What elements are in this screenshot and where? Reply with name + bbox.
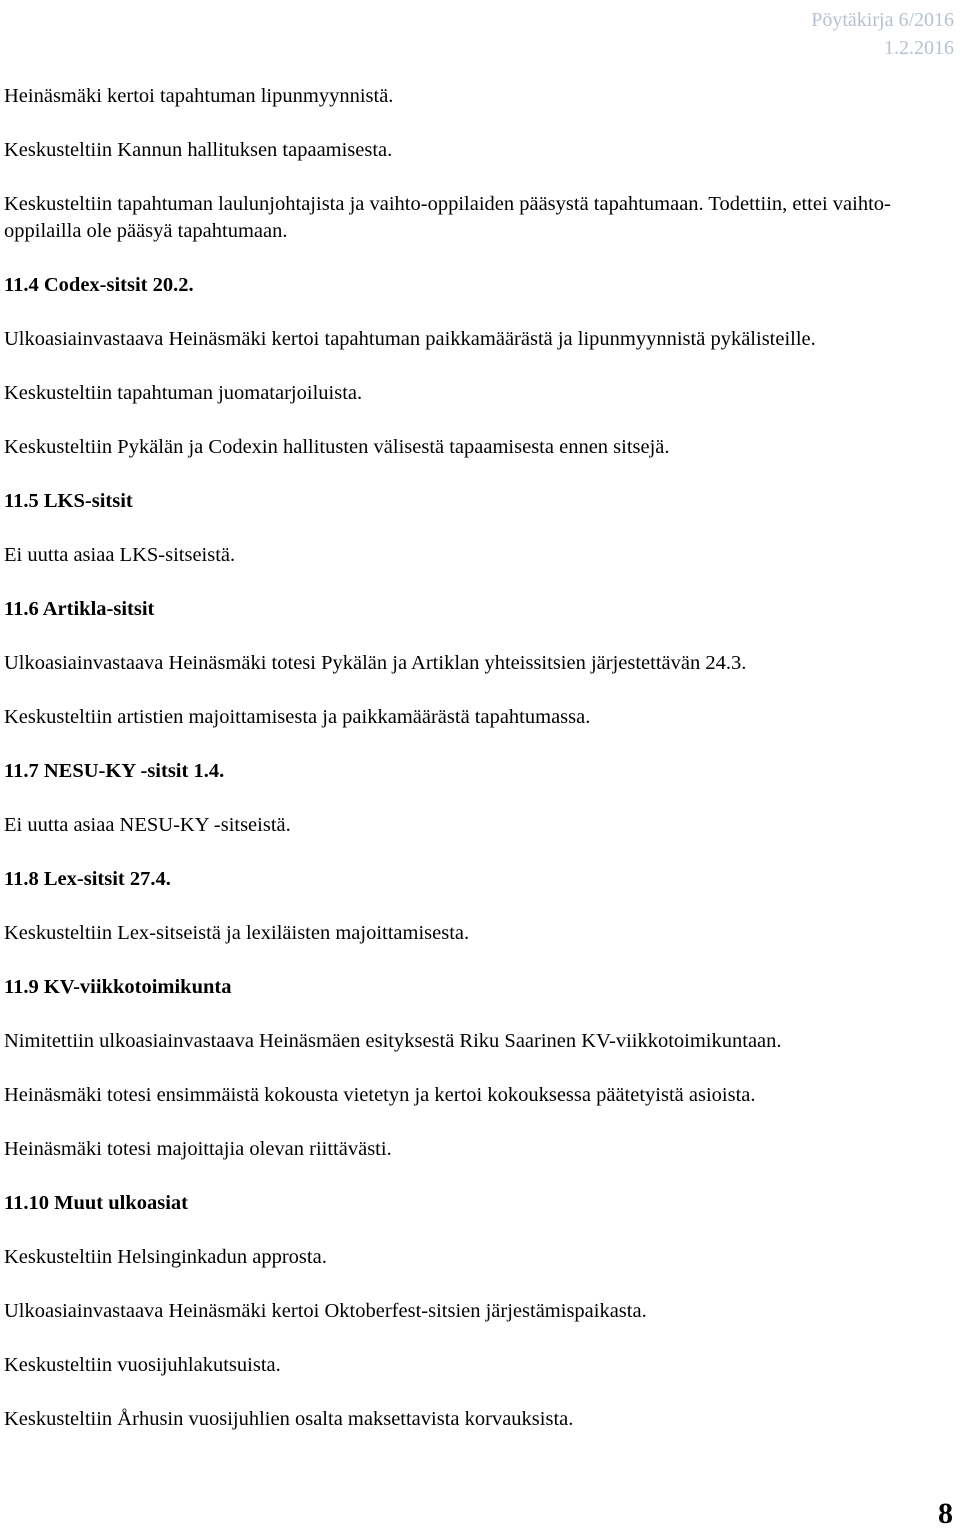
paragraph: Ei uutta asiaa NESU-KY -sitseistä. (4, 814, 291, 836)
paragraph: Heinäsmäki kertoi tapahtuman lipunmyynnistä. (4, 85, 394, 107)
paragraph: Keskusteltiin Pykälän ja Codexin hallitusten välisestä tapaamisesta ennen sitsejä. (4, 436, 670, 458)
section-heading: 11.9 KV-viikkotoimikunta (4, 976, 232, 998)
paragraph: Ei uutta asiaa LKS-sitseistä. (4, 544, 236, 566)
paragraph: Nimitettiin ulkoasiainvastaava Heinäsmäen esityksestä Riku Saarinen KV-viikkotoimikuntaan. (4, 1030, 782, 1052)
section-heading: 11.10 Muut ulkoasiat (4, 1192, 188, 1214)
section-heading: 11.4 Codex-sitsit 20.2. (4, 274, 194, 296)
paragraph: Keskusteltiin tapahtuman juomatarjoiluista. (4, 382, 363, 404)
paragraph: Keskusteltiin Lex-sitseistä ja lexiläisten majoittamisesta. (4, 922, 470, 944)
section-heading: 11.7 NESU-KY -sitsit 1.4. (4, 760, 225, 782)
paragraph: Keskusteltiin tapahtuman laulunjohtajista ja vaihto-oppilaiden pääsystä tapahtumaan. Todettiin, ettei vaihto-oppilailla ole pääsyä tapahtumaan. (4, 193, 891, 242)
document-body (4, 83, 954, 1460)
paragraph: Keskusteltiin Helsinginkadun approsta. (4, 1246, 327, 1268)
section-heading: 11.5 LKS-sitsit (4, 490, 133, 512)
paragraph: Ulkoasiainvastaava Heinäsmäki totesi Pykälän ja Artiklan yhteissitsien järjestettävän 24.3. (4, 652, 747, 674)
section-heading: 11.6 Artikla-sitsit (4, 598, 155, 620)
header-title: Pöytäkirja 6/2016 (811, 9, 954, 31)
section-heading: 11.8 Lex-sitsit 27.4. (4, 868, 171, 890)
paragraph: Keskusteltiin Kannun hallituksen tapaamisesta. (4, 139, 393, 161)
paragraph: Ulkoasiainvastaava Heinäsmäki kertoi tapahtuman paikkamäärästä ja lipunmyynnistä pykälisteille. (4, 328, 816, 350)
page-header (811, 6, 954, 62)
paragraph: Heinäsmäki totesi ensimmäistä kokousta vietetyn ja kertoi kokouksessa päätetyistä asioista. (4, 1084, 756, 1106)
header-date: 1.2.2016 (884, 37, 954, 59)
page-number: 8 (938, 1497, 953, 1530)
paragraph: Keskusteltiin Århusin vuosijuhlien osalta maksettavista korvauksista. (4, 1408, 574, 1430)
paragraph: Heinäsmäki totesi majoittajia olevan riittävästi. (4, 1138, 392, 1160)
paragraph: Keskusteltiin vuosijuhlakutsuista. (4, 1354, 281, 1376)
paragraph: Ulkoasiainvastaava Heinäsmäki kertoi Oktoberfest-sitsien järjestämispaikasta. (4, 1300, 647, 1322)
paragraph: Keskusteltiin artistien majoittamisesta ja paikkamäärästä tapahtumassa. (4, 706, 591, 728)
